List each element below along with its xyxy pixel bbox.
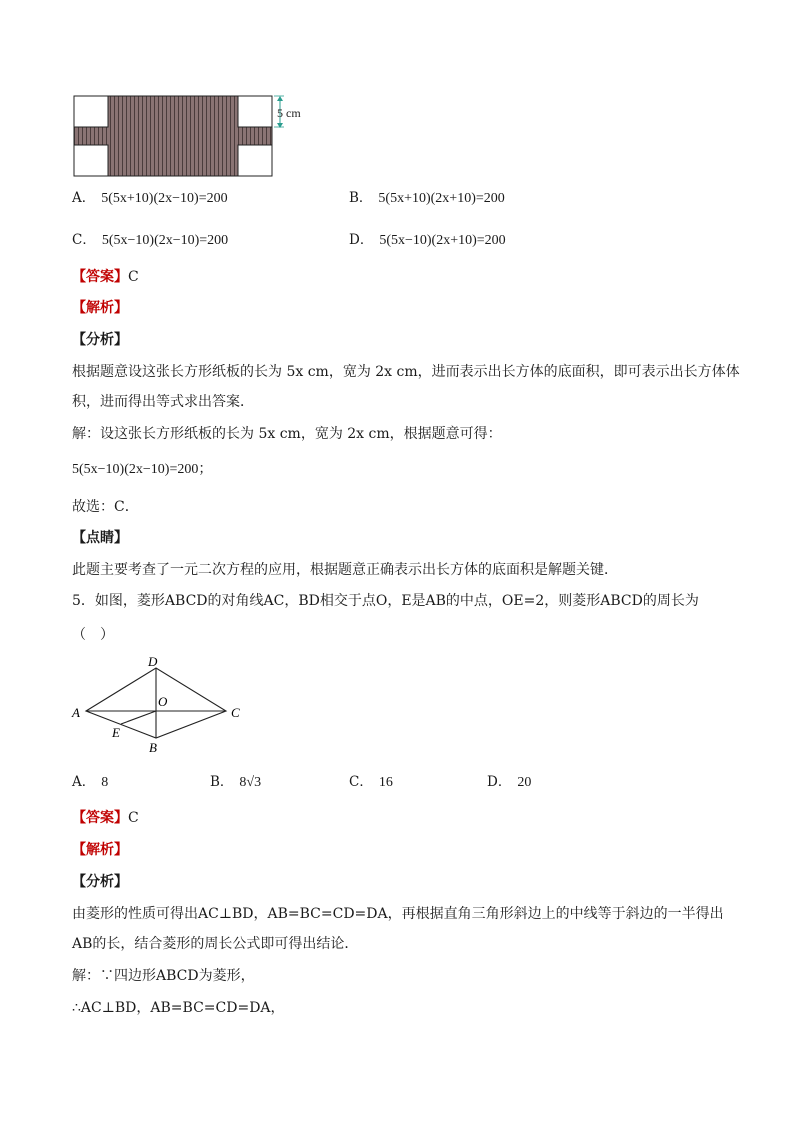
- q4-answer: 【答案】C: [72, 269, 139, 285]
- corner-cut-top-right: [238, 96, 272, 127]
- q4-dianjing-tag: 【点睛】: [72, 530, 128, 546]
- label-d: D: [148, 656, 158, 669]
- q5-fenxi-tag: 【分析】: [72, 874, 128, 890]
- answer-tag: 【答案】: [72, 269, 128, 285]
- q4-option-c[interactable]: C． 5(5x−10)(2x−10)=200: [72, 232, 229, 248]
- q5-option-c[interactable]: C． 16: [349, 774, 393, 790]
- segment-oe: [121, 711, 156, 724]
- q5-jiexi-tag: 【解析】: [72, 842, 128, 858]
- q5-analysis-line2: AB的长，结合菱形的周长公式即可得出结论．: [72, 936, 359, 952]
- q4-analysis-line1: 根据题意设这张长方形纸板的长为 5x cm，宽为 2x cm，进而表示出长方体的底面积，即可表示出长方体体: [72, 364, 740, 380]
- label-e: E: [112, 725, 120, 740]
- q4-option-a[interactable]: A． 5(5x+10)(2x−10)=200: [72, 190, 228, 206]
- label-b: B: [149, 740, 157, 755]
- q4-jiexi-tag: 【解析】: [72, 300, 128, 316]
- dim-label: 5 cm: [277, 106, 301, 120]
- label-a: A: [72, 705, 80, 720]
- q4-fenxi-tag: 【分析】: [72, 332, 128, 348]
- q5-answer: 【答案】C: [72, 810, 139, 826]
- corner-cut-bottom-left: [74, 145, 108, 176]
- q4-dianjing: 此题主要考查了一元二次方程的应用，根据题意正确表示出长方体的底面积是解题关键．: [72, 562, 618, 578]
- q4-gu-xuan: 故选：C．: [72, 499, 139, 515]
- q5-solution-line2: ∴AC⊥BD，AB=BC=CD=DA，: [72, 1000, 285, 1016]
- label-o: O: [158, 694, 168, 709]
- q4-option-b[interactable]: B． 5(5x+10)(2x+10)=200: [349, 190, 505, 206]
- rhombus-figure: [66, 656, 256, 758]
- q4-solution-line1: 解：设这张长方形纸板的长为 5x cm，宽为 2x cm，根据题意可得：: [72, 426, 502, 442]
- q5-stem-line1: 5．如图，菱形ABCD的对角线AC，BD相交于点O，E是AB的中点，OE=2，则菱形ABCD的周长为: [72, 593, 699, 609]
- q4-solution-eq: 5(5x−10)(2x−10)=200；: [72, 462, 213, 477]
- corner-cut-bottom-right: [238, 145, 272, 176]
- q5-stem-line2: （ ）: [72, 627, 114, 643]
- corner-cut-top-left: [74, 96, 108, 127]
- q4-option-d[interactable]: D． 5(5x−10)(2x+10)=200: [349, 232, 506, 248]
- answer-tag: 【答案】: [72, 810, 128, 826]
- q5-option-a[interactable]: A． 8: [72, 774, 109, 790]
- q4-analysis-line2: 积，进而得出等式求出答案．: [72, 394, 254, 410]
- label-c: C: [231, 705, 240, 720]
- q5-option-b[interactable]: B． 8√3: [210, 774, 262, 790]
- cardboard-figure: [70, 92, 310, 180]
- q5-solution-line1: 解：∵四边形ABCD为菱形，: [72, 968, 255, 984]
- q5-option-d[interactable]: D． 20: [487, 774, 532, 790]
- q5-analysis-line1: 由菱形的性质可得出AC⊥BD，AB=BC=CD=DA，再根据直角三角形斜边上的中线等于斜边的一半得出: [72, 906, 724, 922]
